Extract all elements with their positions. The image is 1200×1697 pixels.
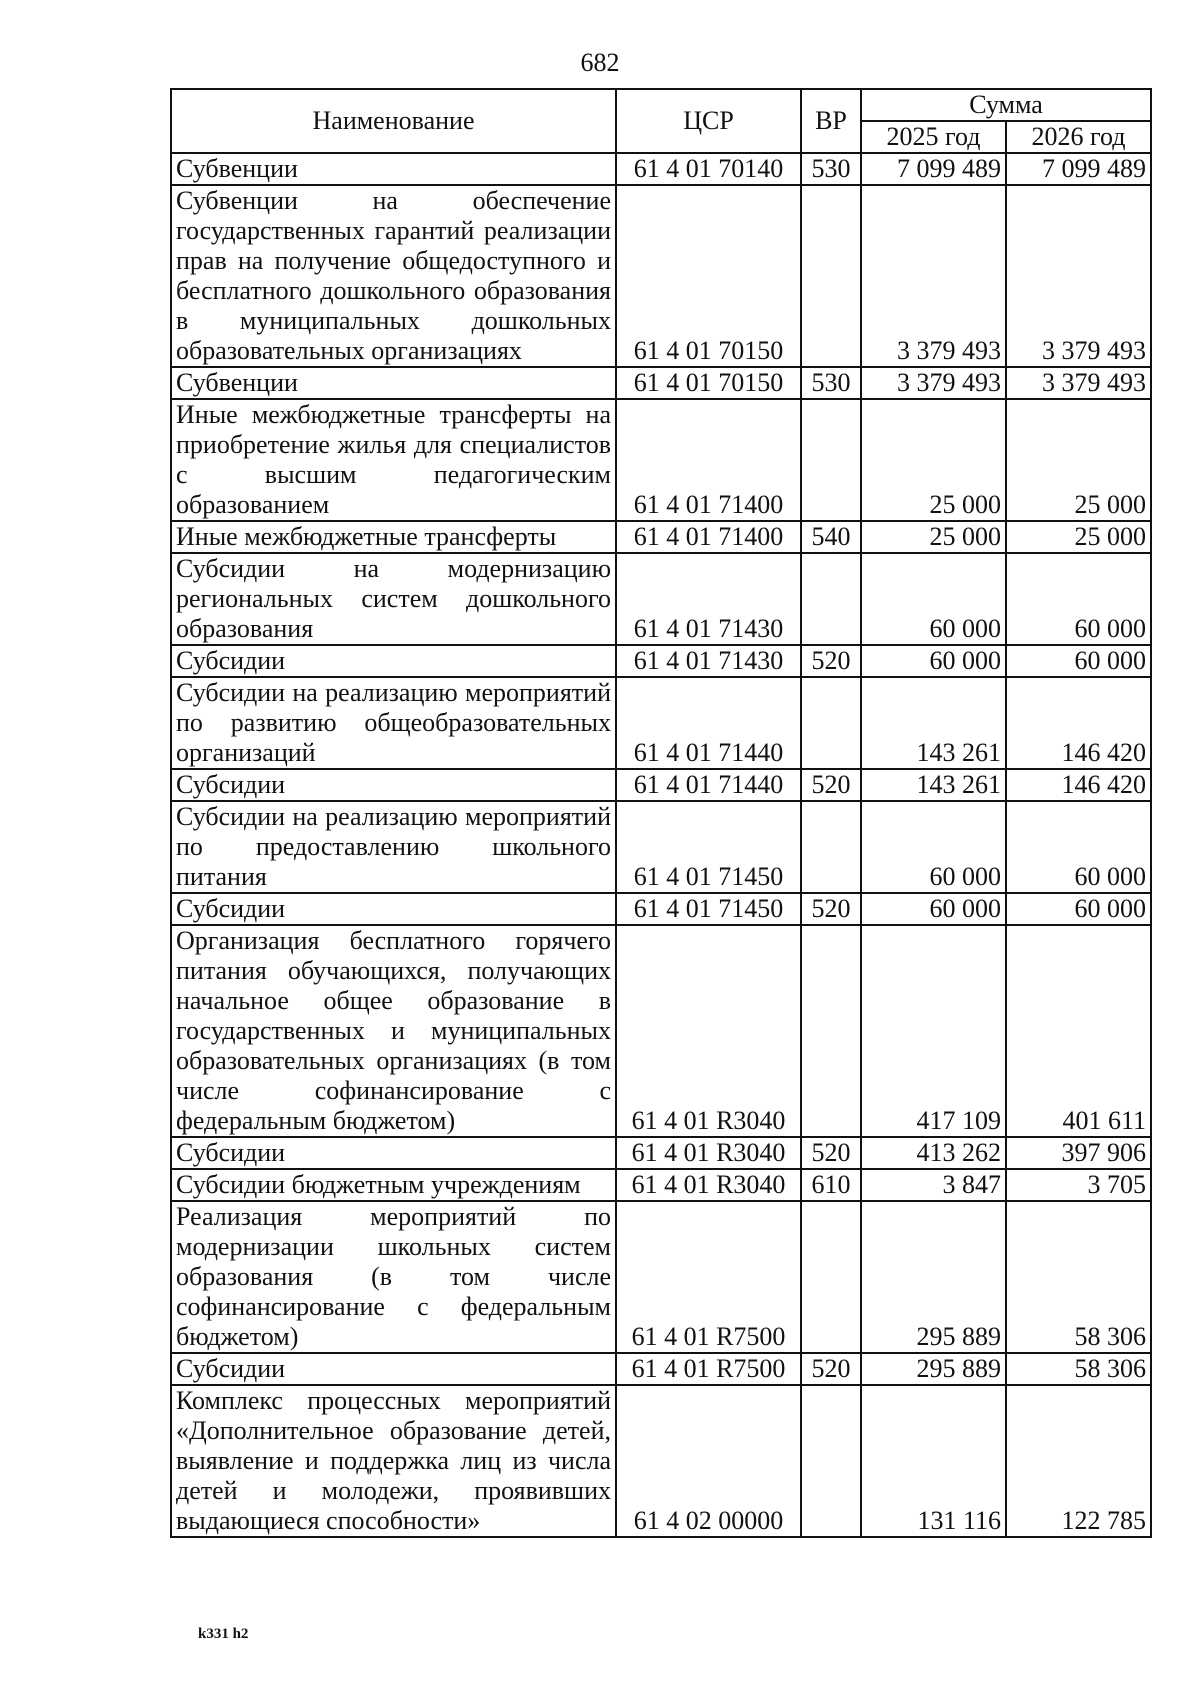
cell-name: Субвенции [171,153,616,185]
footer-code: k331 h2 [198,1626,249,1642]
cell-vr: 520 [801,1137,861,1169]
table-row [171,153,1151,185]
cell-sum-2025: 60 000 [861,893,1006,925]
cell-sum-2025: 60 000 [861,645,1006,677]
cell-vr: 520 [801,893,861,925]
header-vr: ВР [801,89,861,153]
cell-sum-2025: 60 000 [861,553,1006,645]
cell-vr: 610 [801,1169,861,1201]
table-row [171,925,1151,1137]
cell-sum-2025: 143 261 [861,769,1006,801]
cell-sum-2026: 3 705 [1006,1169,1151,1201]
cell-sum-2026: 146 420 [1006,769,1151,801]
header-name: Наименование [171,89,616,153]
table-row [171,399,1151,521]
cell-name: Иные межбюджетные трансферты [171,521,616,553]
cell-vr [801,185,861,367]
cell-sum-2026: 60 000 [1006,893,1151,925]
cell-csr: 61 4 01 71430 [616,645,801,677]
header-year-2026: 2026 год [1006,121,1151,153]
cell-csr: 61 4 01 71450 [616,801,801,893]
cell-vr [801,1201,861,1353]
page-number: 682 [580,48,620,77]
cell-name: Субвенции на обеспечение государственных гарантий реализации прав на получение общедоступного и бесплатного дошкольного образования в муниципальных дошкольных образовательных организациях [171,185,616,367]
table-row [171,553,1151,645]
table-row [171,1137,1151,1169]
table-body [171,153,1151,1537]
cell-sum-2026: 25 000 [1006,399,1151,521]
cell-sum-2026: 25 000 [1006,521,1151,553]
cell-csr: 61 4 01 71450 [616,893,801,925]
cell-sum-2026: 3 379 493 [1006,185,1151,367]
cell-csr: 61 4 01 71400 [616,399,801,521]
cell-sum-2025: 60 000 [861,801,1006,893]
cell-name: Субсидии на модернизацию региональных систем дошкольного образования [171,553,616,645]
table-row [171,1353,1151,1385]
cell-sum-2026: 146 420 [1006,677,1151,769]
cell-vr [801,1385,861,1537]
table-row [171,1385,1151,1537]
table-row [171,769,1151,801]
table-row [171,645,1151,677]
cell-sum-2025: 3 379 493 [861,367,1006,399]
cell-sum-2026: 122 785 [1006,1385,1151,1537]
cell-vr: 530 [801,367,861,399]
cell-vr [801,553,861,645]
table-row [171,893,1151,925]
cell-sum-2025: 3 379 493 [861,185,1006,367]
cell-sum-2026: 7 099 489 [1006,153,1151,185]
cell-sum-2026: 58 306 [1006,1353,1151,1385]
cell-name: Субвенции [171,367,616,399]
cell-name: Иные межбюджетные трансферты на приобретение жилья для специалистов с высшим педагогическим образованием [171,399,616,521]
cell-sum-2026: 58 306 [1006,1201,1151,1353]
cell-vr: 530 [801,153,861,185]
cell-sum-2025: 295 889 [861,1201,1006,1353]
table-row [171,1169,1151,1201]
cell-vr: 540 [801,521,861,553]
cell-csr: 61 4 01 70150 [616,367,801,399]
cell-sum-2026: 60 000 [1006,801,1151,893]
cell-csr: 61 4 01 70140 [616,153,801,185]
cell-name: Субсидии [171,645,616,677]
cell-csr: 61 4 02 00000 [616,1385,801,1537]
cell-sum-2025: 25 000 [861,399,1006,521]
cell-sum-2026: 3 379 493 [1006,367,1151,399]
cell-name: Субсидии на реализацию мероприятий по предоставлению школьного питания [171,801,616,893]
cell-vr: 520 [801,645,861,677]
cell-sum-2025: 131 116 [861,1385,1006,1537]
cell-name: Субсидии [171,893,616,925]
cell-vr: 520 [801,1353,861,1385]
table-row [171,677,1151,769]
cell-vr [801,801,861,893]
header-sum: Сумма [861,89,1151,121]
cell-vr [801,399,861,521]
cell-name: Субсидии бюджетным учреждениям [171,1169,616,1201]
cell-vr [801,925,861,1137]
table-header [171,89,1151,153]
cell-csr: 61 4 01 R7500 [616,1353,801,1385]
table-row [171,367,1151,399]
cell-sum-2025: 143 261 [861,677,1006,769]
cell-name: Комплекс процессных мероприятий «Дополнительное образование детей, выявление и поддержка лиц из числа детей и молодежи, проявивших выдающиеся способности» [171,1385,616,1537]
cell-csr: 61 4 01 70150 [616,185,801,367]
header-year-2025: 2025 год [861,121,1006,153]
cell-vr [801,677,861,769]
cell-name: Субсидии [171,1353,616,1385]
cell-sum-2025: 25 000 [861,521,1006,553]
cell-csr: 61 4 01 71430 [616,553,801,645]
cell-name: Субсидии [171,1137,616,1169]
cell-csr: 61 4 01 R7500 [616,1201,801,1353]
cell-csr: 61 4 01 R3040 [616,1137,801,1169]
cell-sum-2025: 7 099 489 [861,153,1006,185]
cell-sum-2025: 417 109 [861,925,1006,1137]
cell-csr: 61 4 01 R3040 [616,925,801,1137]
cell-name: Субсидии [171,769,616,801]
cell-name: Субсидии на реализацию мероприятий по развитию общеобразовательных организаций [171,677,616,769]
table-row [171,521,1151,553]
cell-csr: 61 4 01 71440 [616,677,801,769]
cell-sum-2025: 413 262 [861,1137,1006,1169]
table-row [171,1201,1151,1353]
table-row [171,801,1151,893]
cell-name: Реализация мероприятий по модернизации школьных систем образования (в том числе софинансирование с федеральным бюджетом) [171,1201,616,1353]
cell-sum-2026: 397 906 [1006,1137,1151,1169]
cell-csr: 61 4 01 R3040 [616,1169,801,1201]
cell-sum-2026: 401 611 [1006,925,1151,1137]
cell-sum-2025: 3 847 [861,1169,1006,1201]
cell-vr: 520 [801,769,861,801]
cell-sum-2025: 295 889 [861,1353,1006,1385]
cell-csr: 61 4 01 71440 [616,769,801,801]
cell-name: Организация бесплатного горячего питания обучающихся, получающих начальное общее образование в государственных и муниципальных образовательных организациях (в том числе софинансирование с федеральным бюджетом) [171,925,616,1137]
cell-sum-2026: 60 000 [1006,645,1151,677]
cell-sum-2026: 60 000 [1006,553,1151,645]
cell-csr: 61 4 01 71400 [616,521,801,553]
header-csr: ЦСР [616,89,801,153]
table-row [171,185,1151,367]
budget-table [170,88,1152,1538]
